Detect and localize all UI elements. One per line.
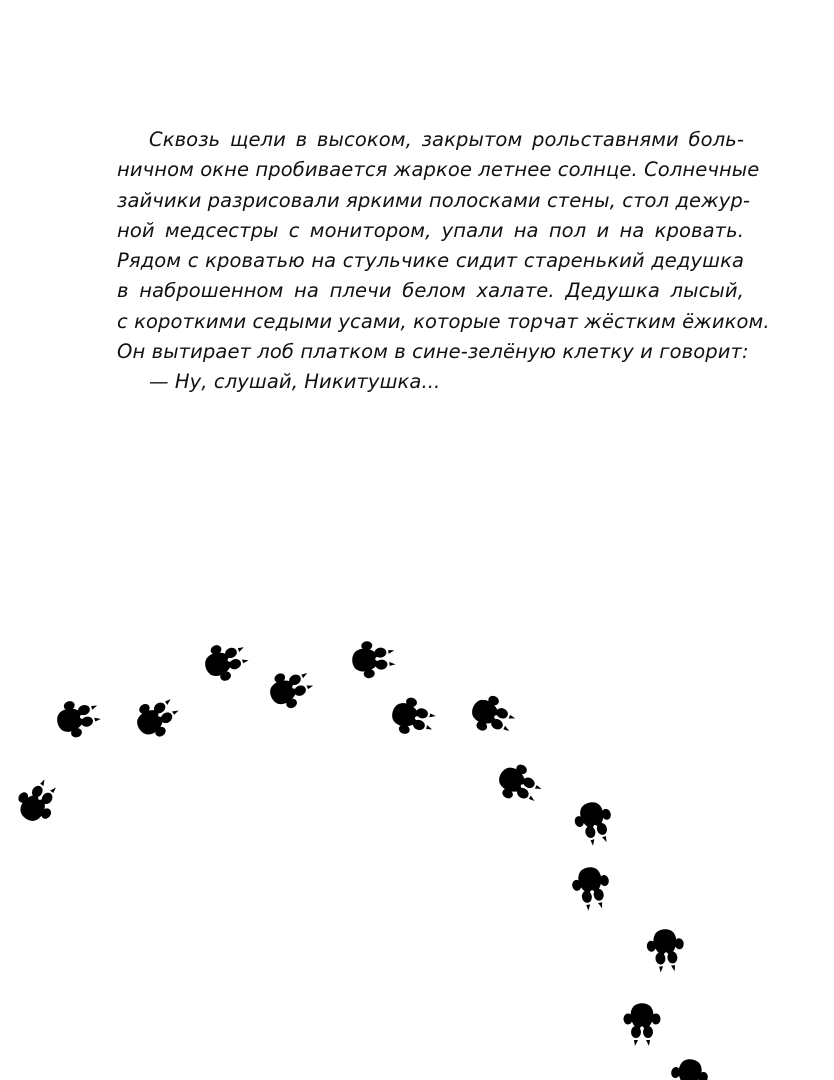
story-line: Рядом с кроватью на стульчике сидит старенький дедушка	[117, 249, 744, 273]
story-line: ничном окне пробивается жаркое летнее солнце. Солнечные	[117, 158, 760, 182]
paw-print-icon	[351, 639, 397, 680]
paw-print-icon	[264, 663, 318, 715]
paw-print-icon	[11, 773, 66, 829]
paw-print-icon	[466, 690, 520, 742]
story-line: в наброшенном на плечи белом халате. Дедушка лысый,	[117, 279, 744, 303]
paw-print-icon	[624, 1003, 661, 1046]
paw-print-icon	[667, 1056, 711, 1080]
paw-print-icon	[571, 798, 618, 849]
paw-print-icon	[53, 694, 104, 741]
paw-print-icon	[645, 928, 686, 974]
paw-print-icon	[129, 690, 185, 745]
story-line: зайчики разрисовали яркими полосками стены, стол дежур-	[117, 188, 751, 212]
story-line: с короткими седыми усами, которые торчат жёстким ёжиком.	[117, 309, 770, 333]
paw-print-icon	[492, 758, 548, 811]
story-line: ной медсестры с монитором, упали на пол и на кровать.	[117, 218, 744, 242]
story-line: Сквозь щели в высоком, закрытом рольставнями боль-	[149, 128, 744, 151]
dialogue-line: — Ну, слушай, Никитушка...	[149, 370, 441, 394]
paw-print-icon	[200, 636, 253, 685]
story-line: Он вытирает лоб платком в сине-зелёную клетку и говорит:	[117, 340, 749, 364]
paw-print-icon	[388, 694, 439, 741]
paw-print-icon	[570, 864, 614, 913]
